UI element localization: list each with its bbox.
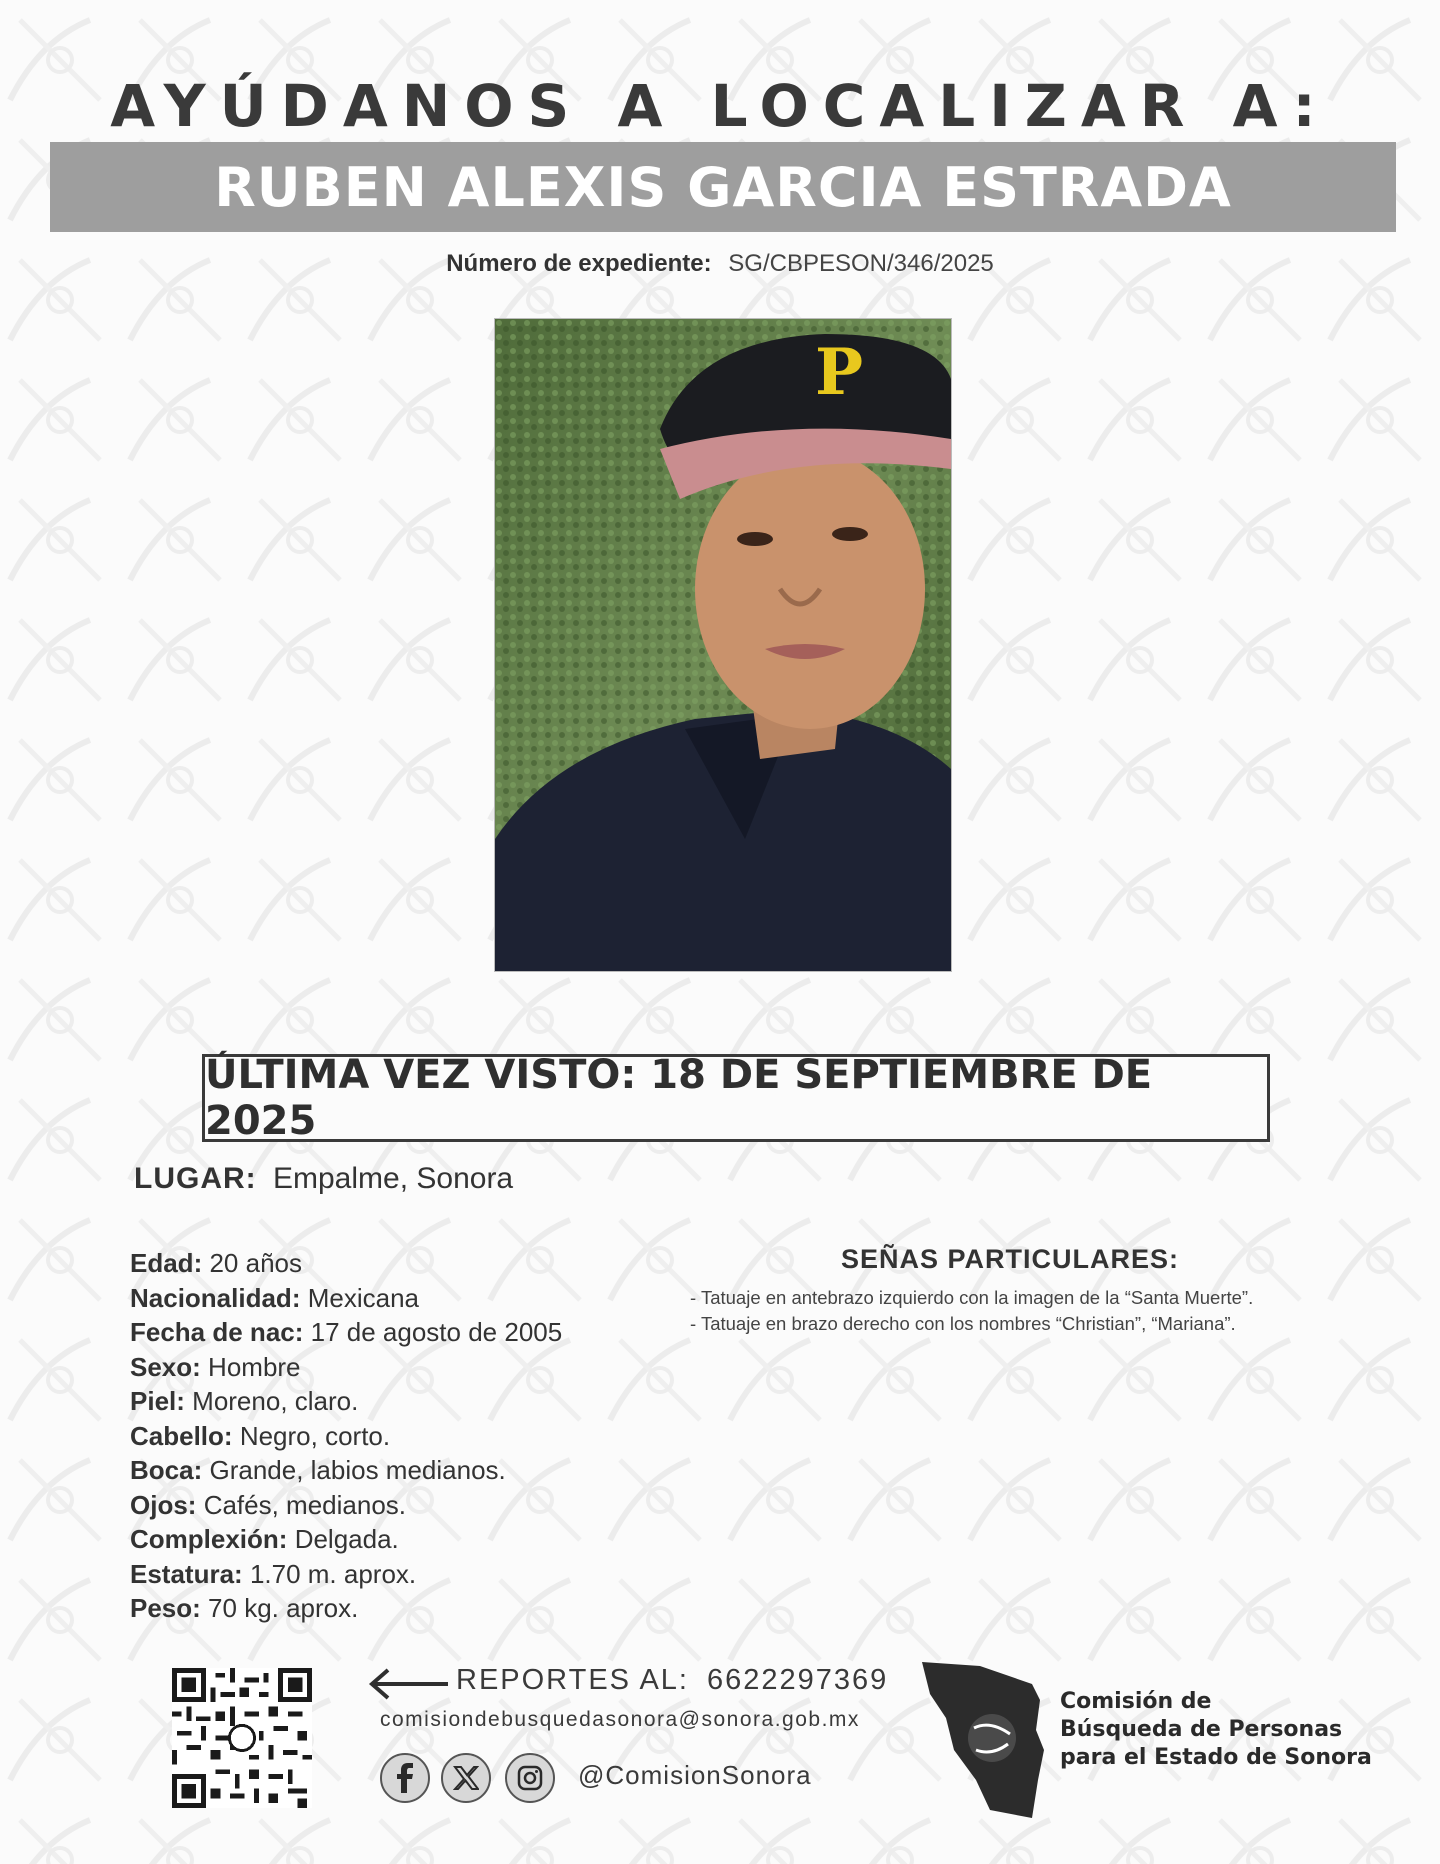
attr-label: Ojos: <box>130 1489 197 1520</box>
mark-item: - Tatuaje en brazo derecho con los nombres “Christian”, “Mariana”. <box>690 1313 1236 1334</box>
case-number-value: SG/CBPESON/346/2025 <box>728 250 994 277</box>
attr-label: Peso: <box>130 1593 201 1623</box>
attr-height <box>130 1557 690 1592</box>
report-row <box>456 1664 888 1697</box>
attr-value: 20 años <box>209 1248 302 1278</box>
org-name-line: Búsqueda de Personas <box>1060 1717 1343 1742</box>
report-label: REPORTES AL: <box>456 1664 689 1696</box>
attr-value: Cafés, medianos. <box>203 1489 407 1520</box>
sonora-map-logo <box>920 1660 1050 1820</box>
attributes-list <box>130 1246 690 1626</box>
attr-weight <box>130 1591 690 1626</box>
attr-value: Delgada. <box>294 1524 399 1554</box>
arrow-left-icon <box>368 1666 450 1702</box>
distinguishing-marks <box>690 1244 1370 1337</box>
case-number-label: Número de expediente: <box>446 250 712 277</box>
attr-label: Estatura: <box>130 1558 243 1589</box>
attr-value: 70 kg. aprox. <box>208 1593 359 1623</box>
person-photo <box>494 318 952 972</box>
attr-label: Sexo: <box>130 1351 201 1382</box>
attr-value: Grande, labios medianos. <box>209 1455 506 1485</box>
social-handle[interactable]: @ComisionSonora <box>578 1760 812 1790</box>
qr-code[interactable] <box>172 1668 312 1808</box>
attr-nationality <box>130 1281 690 1316</box>
org-name-line: Comisión de <box>1060 1689 1212 1714</box>
facebook-icon[interactable] <box>380 1753 430 1803</box>
attr-value: Mexicana <box>307 1282 419 1313</box>
attr-sex <box>130 1350 690 1385</box>
org-name-line: para el Estado de Sonora <box>1060 1745 1372 1770</box>
place-value: Empalme, Sonora <box>273 1162 514 1195</box>
x-icon[interactable] <box>441 1753 491 1803</box>
last-seen-box <box>202 1054 1270 1142</box>
svg-text:P: P <box>815 335 864 410</box>
attr-label: Cabello: <box>130 1420 233 1451</box>
attr-hair <box>130 1419 690 1454</box>
mark-item: - Tatuaje en antebrazo izquierdo con la imagen de la “Santa Muerte”. <box>690 1287 1254 1308</box>
report-phone[interactable]: 6622297369 <box>707 1664 889 1696</box>
place-row <box>134 1162 513 1196</box>
last-seen-text: ÚLTIMA VEZ VISTO: 18 DE SEPTIEMBRE DE 2025 <box>205 1052 1153 1144</box>
case-number-row <box>0 250 1440 278</box>
attr-label: Complexión: <box>130 1524 288 1554</box>
place-label: LUGAR: <box>134 1162 257 1195</box>
attr-value: Hombre <box>208 1351 301 1382</box>
attr-mouth <box>130 1453 690 1488</box>
headline: AYÚDANOS A LOCALIZAR A: <box>110 72 1330 140</box>
attr-label: Boca: <box>130 1455 203 1485</box>
marks-title: SEÑAS PARTICULARES: <box>840 1244 1180 1274</box>
attr-label: Nacionalidad: <box>130 1282 301 1313</box>
attr-label: Piel: <box>130 1386 185 1416</box>
attr-value: 1.70 m. aprox. <box>249 1558 417 1589</box>
name-banner <box>50 142 1396 232</box>
attr-label: Fecha de nac: <box>130 1317 304 1347</box>
report-email[interactable]: comisiondebusquedasonora@sonora.gob.mx <box>380 1708 860 1731</box>
attr-age <box>130 1246 690 1281</box>
person-name: RUBEN ALEXIS GARCIA ESTRADA <box>214 155 1232 219</box>
attr-label: Edad: <box>130 1248 203 1278</box>
instagram-icon[interactable] <box>505 1753 555 1803</box>
attr-build <box>130 1522 690 1557</box>
attr-skin <box>130 1384 690 1419</box>
attr-value: Moreno, claro. <box>192 1386 359 1416</box>
attr-value: Negro, corto. <box>239 1420 391 1451</box>
attr-eyes <box>130 1488 690 1523</box>
attr-value: 17 de agosto de 2005 <box>310 1317 563 1347</box>
organization-name <box>1060 1688 1372 1772</box>
attr-birthdate <box>130 1315 690 1350</box>
